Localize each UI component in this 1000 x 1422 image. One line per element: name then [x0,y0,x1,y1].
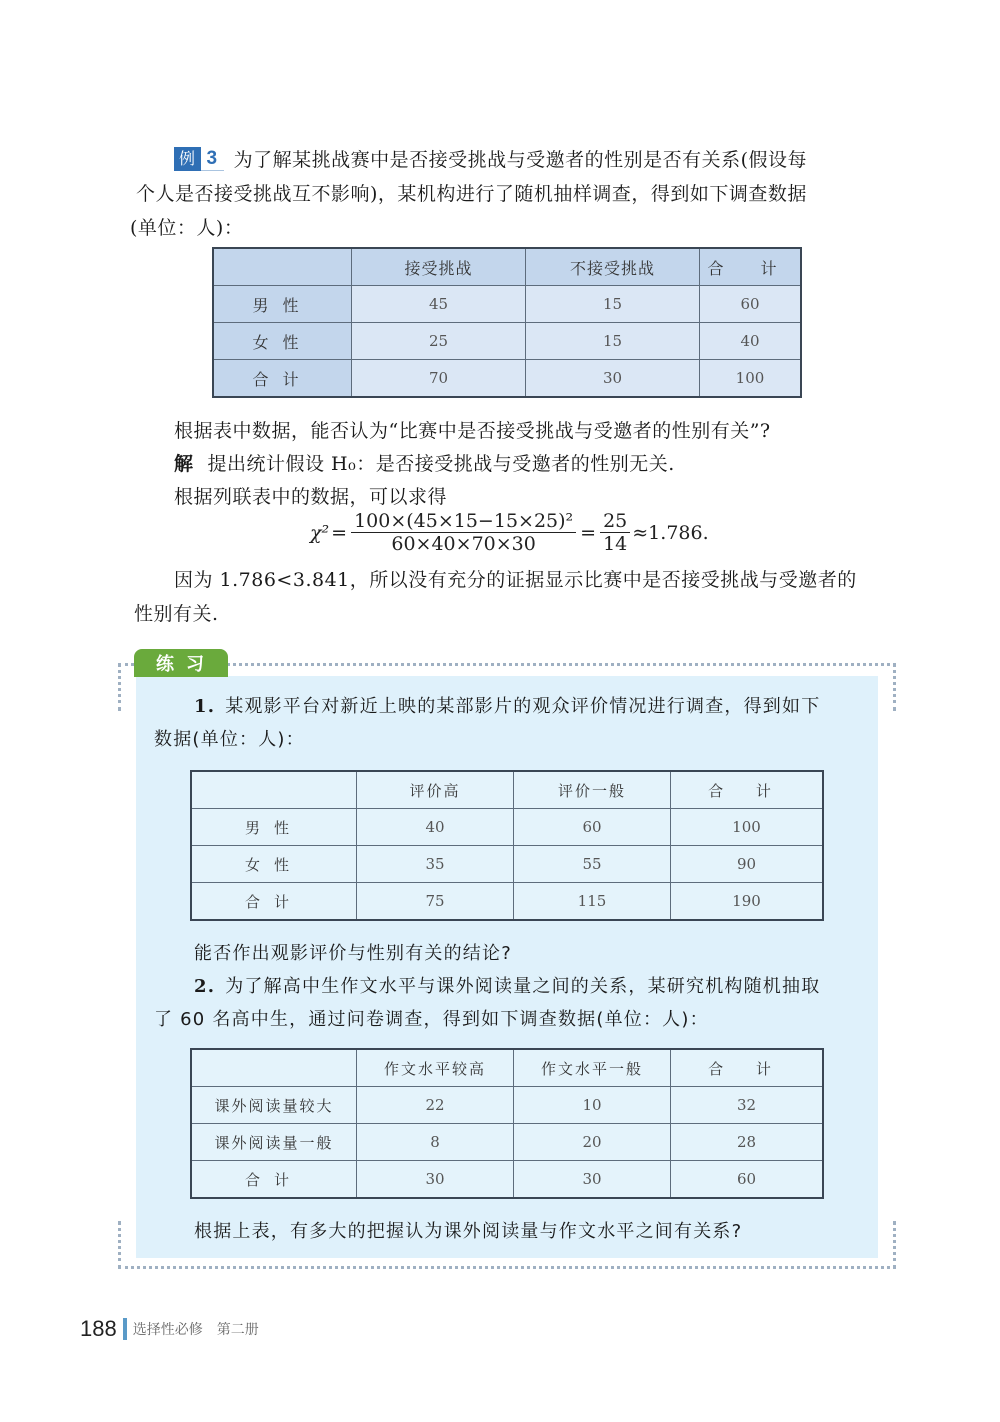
table-cell: 30 [514,1161,671,1199]
row-label: 男性 [213,286,352,323]
table-row [191,809,823,846]
example-label-char: 例 [174,147,201,171]
volume-label: 第二册 [216,1322,259,1338]
table-header-cell: 评价一般 [514,771,671,809]
q1-line-1 [194,690,820,724]
table-cell: 15 [526,323,700,360]
q2-text-1: 为了解高中生作文水平与课外阅读量之间的关系，某研究机构随机抽取 [225,976,821,997]
dotted-border-bottom [118,1266,896,1269]
solution-line-2: 根据列联表中的数据，可以求得 [174,486,448,508]
chi-square-formula [310,510,709,555]
footer-divider-bar [123,1318,127,1340]
table-cell: 30 [526,360,700,398]
solution-text: 提出统计假设 H₀：是否接受挑战与受邀者的性别无关. [207,453,675,475]
example-intro-line-1 [174,143,807,177]
table-cell: 10 [514,1087,671,1124]
table-header-cell: 接受挑战 [352,248,526,286]
table-header-cell: 作文水平一般 [514,1049,671,1087]
formula-fraction-simplified [600,510,630,555]
table-row [191,1124,823,1161]
table-cell: 100 [671,809,824,846]
q2-line-2: 了 60 名高中生，通过问卷调查，得到如下调查数据(单位：人)： [154,1009,709,1030]
solution-line-1 [174,447,675,481]
q1-question: 能否作出观影评价与性别有关的结论? [194,943,512,964]
q2-number: 2. [194,976,216,997]
q1-table [190,770,824,921]
row-label: 合计 [191,883,357,921]
example-intro-line-2: 个人是否接受挑战互不影响)，某机构进行了随机抽样调查，得到如下调查数据 [136,183,807,205]
dotted-border-top [118,663,896,666]
formula-numerator: 100×(45×15−15×25)² [351,510,576,533]
table-cell: 30 [357,1161,514,1199]
table-cell: 60 [671,1161,824,1199]
table-header-cell [213,248,352,286]
formula-numerator-2: 25 [600,510,630,533]
table-cell: 40 [700,323,802,360]
row-label: 男性 [191,809,357,846]
table-header-cell: 合 计 [671,771,824,809]
dotted-border-left-top [118,663,121,711]
row-label: 女性 [213,323,352,360]
example-label-number: 3 [201,147,224,171]
table-header-cell: 不接受挑战 [526,248,700,286]
row-label: 课外阅读量较大 [191,1087,357,1124]
table-cell: 60 [700,286,802,323]
table-cell: 45 [352,286,526,323]
dotted-border-left-bottom [118,1221,121,1269]
table-header-row [213,248,801,286]
table-row [191,1087,823,1124]
q1-text-1: 某观影平台对新近上映的某部影片的观众评价情况进行调查，得到如下 [225,696,821,717]
table-header-cell: 合 计 [700,248,802,286]
formula-lhs: χ² [310,521,330,544]
table-cell: 22 [357,1087,514,1124]
table-header-cell: 合 计 [671,1049,824,1087]
table-cell: 115 [514,883,671,921]
example-label [174,147,224,171]
table-header-cell: 评价高 [357,771,514,809]
page-number: 188 [80,1316,117,1341]
table-header-cell: 作文水平较高 [357,1049,514,1087]
practice-title-tab: 练习 [134,649,228,677]
formula-result: ≈1.786. [632,521,709,544]
table-cell: 20 [514,1124,671,1161]
table-cell: 55 [514,846,671,883]
table-cell: 75 [357,883,514,921]
table-row [213,360,801,398]
q2-question: 根据上表，有多大的把握认为课外阅读量与作文水平之间有关系? [194,1221,743,1242]
example-table [212,247,802,398]
row-label: 女性 [191,846,357,883]
formula-fraction [351,510,576,555]
conclusion-line-2: 性别有关. [134,603,219,625]
row-label: 合计 [213,360,352,398]
book-title: 选择性必修 [132,1322,203,1338]
equals-sign: = [331,521,348,544]
table-cell: 8 [357,1124,514,1161]
dotted-border-right-top [893,663,896,711]
table-cell: 190 [671,883,824,921]
table-cell: 60 [514,809,671,846]
conclusion-line-1: 因为 1.786<3.841，所以没有充分的证据显示比赛中是否接受挑战与受邀者的 [174,569,857,591]
table-header-row [191,771,823,809]
example-question: 根据表中数据，能否认为“比赛中是否接受挑战与受邀者的性别有关”? [174,420,771,442]
equals-sign: = [580,521,597,544]
table-cell: 35 [357,846,514,883]
dotted-border-right-bottom [893,1221,896,1269]
q1-line-2: 数据(单位：人)： [154,729,305,750]
table-cell: 25 [352,323,526,360]
q1-number: 1. [194,696,216,717]
table-cell: 100 [700,360,802,398]
table-cell: 15 [526,286,700,323]
table-cell: 32 [671,1087,824,1124]
example-intro-text-1: 为了解某挑战赛中是否接受挑战与受邀者的性别是否有关系(假设每 [233,149,808,171]
table-cell: 90 [671,846,824,883]
table-cell: 28 [671,1124,824,1161]
example-intro-line-3: (单位：人)： [130,217,244,239]
table-header-cell [191,771,357,809]
row-label: 课外阅读量一般 [191,1124,357,1161]
table-cell: 40 [357,809,514,846]
solution-label: 解 [174,453,194,475]
table-row [213,286,801,323]
table-row [191,883,823,921]
formula-denominator: 60×40×70×30 [391,533,536,555]
table-header-cell [191,1049,357,1087]
page-footer [80,1316,259,1342]
q2-table [190,1048,824,1199]
row-label: 合计 [191,1161,357,1199]
table-cell: 70 [352,360,526,398]
table-row [191,1161,823,1199]
formula-denominator-2: 14 [603,533,628,555]
table-row [191,846,823,883]
table-row [213,323,801,360]
q2-line-1 [194,970,820,1004]
table-header-row [191,1049,823,1087]
